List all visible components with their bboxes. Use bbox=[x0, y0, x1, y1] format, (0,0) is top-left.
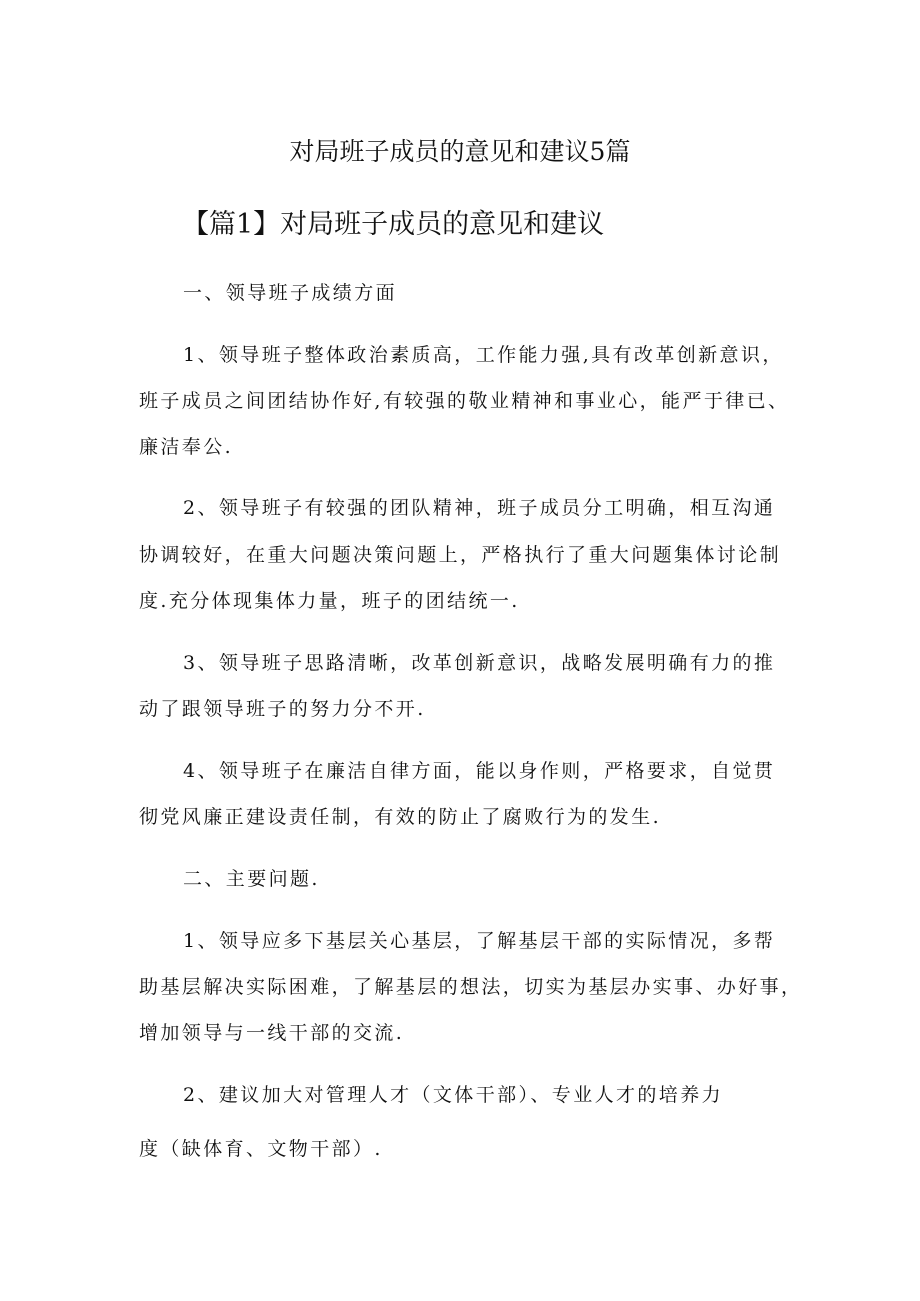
paragraph-1-line-3: 廉洁奉公. bbox=[139, 436, 234, 458]
paragraph-3-line-2: 动了跟领导班子的努力分不开. bbox=[139, 698, 426, 720]
paragraph-4-line-2: 彻党风廉正建设责任制，有效的防止了腐败行为的发生. bbox=[139, 806, 662, 828]
document-title: 对局班子成员的意见和建议5篇 bbox=[289, 137, 631, 166]
paragraph-1-line-2: 班子成员之间团结协作好,有较强的敬业精神和事业心，能严于律已、 bbox=[139, 390, 790, 412]
paragraph-6-line-2: 度（缺体育、文物干部）. bbox=[139, 1138, 383, 1160]
paragraph-2-line-3: 度.充分体现集体力量，班子的团结统一. bbox=[139, 590, 520, 612]
paragraph-1-line-1: 1、领导班子整体政治素质高，工作能力强,具有改革创新意识， bbox=[183, 344, 784, 366]
paragraph-4-line-1: 4、领导班子在廉洁自律方面，能以身作则，严格要求，自觉贯 bbox=[183, 760, 776, 782]
paragraph-5-line-3: 增加领导与一线干部的交流. bbox=[139, 1022, 405, 1044]
heading-achievements: 一、领导班子成绩方面 bbox=[183, 282, 398, 304]
paragraph-2-line-2: 协调较好，在重大问题决策问题上，严格执行了重大问题集体讨论制 bbox=[139, 544, 782, 566]
paragraph-5-line-1: 1、领导应多下基层关心基层，了解基层干部的实际情况，多帮 bbox=[183, 930, 776, 952]
paragraph-2-line-1: 2、领导班子有较强的团队精神，班子成员分工明确，相互沟通 bbox=[183, 497, 776, 519]
paragraph-6-line-1: 2、建议加大对管理人才（文体干部）、专业人才的培养力 bbox=[183, 1084, 723, 1106]
paragraph-3-line-1: 3、领导班子思路清晰，改革创新意识，战略发展明确有力的推 bbox=[183, 652, 776, 674]
section-title: 【篇1】对局班子成员的意见和建议 bbox=[182, 209, 605, 240]
paragraph-5-line-2: 助基层解决实际困难，了解基层的想法，切实为基层办实事、办好事， bbox=[139, 976, 803, 998]
heading-problems: 二、主要问题. bbox=[183, 868, 320, 890]
